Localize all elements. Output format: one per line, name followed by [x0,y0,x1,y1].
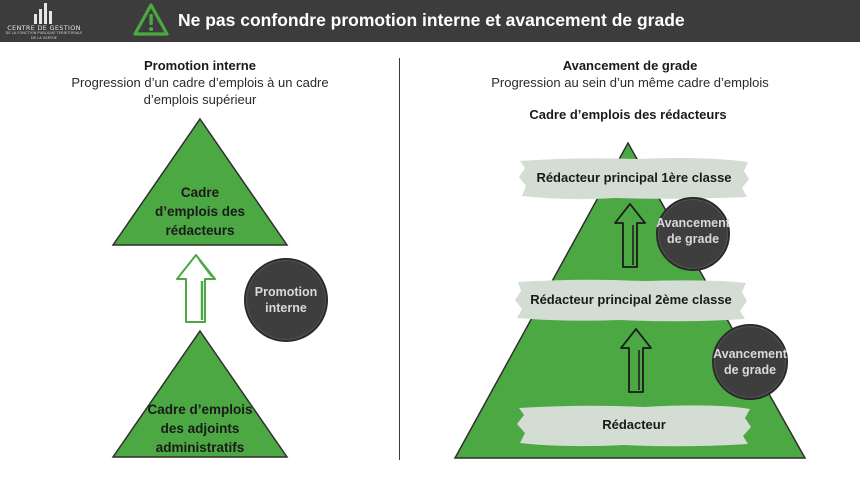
avancement-badge-lower-label: Avancement de grade [713,347,787,377]
grade-up-arrow-upper-icon [612,201,648,271]
page-title: Ne pas confondre promotion interne et avancement de grade [178,10,685,30]
header-bar [0,0,860,42]
warning-icon [132,2,170,38]
left-column-subtitle-2: d’emplois supérieur [143,92,257,107]
logo-bars-icon [34,2,56,24]
promotion-interne-badge-label: Promotion interne [254,285,318,315]
cdg-logo [4,2,84,40]
right-column-subtitle: Progression au sein d’un même cadre d’emplois [491,75,769,90]
promotion-up-arrow-icon [172,252,220,326]
right-column-title: Avancement de grade [562,58,698,73]
logo-line-1: CENTRE DE GESTION [7,24,81,32]
left-column-subtitle-1: Progression d’un cadre d’emplois à un cadre [71,75,329,90]
column-divider [399,58,400,460]
avancement-badge-upper-label: Avancement de grade [656,216,730,246]
left-column-title: Promotion interne [144,58,256,73]
grade-top-label: Rédacteur principal 1ère classe [536,170,732,185]
top-triangle-label: Cadre d’emplois des rédacteurs [154,185,246,238]
pyramid-title: Cadre d’emplois des rédacteurs [529,107,727,122]
bottom-triangle-label: Cadre d’emplois des adjoints administratifs [147,402,253,455]
grade-up-arrow-lower-icon [618,326,654,396]
grade-middle-label: Rédacteur principal 2ème classe [530,292,732,307]
logo-line-2: DE LA FONCTION PUBLIQUE TERRITORIALE [5,31,83,35]
logo-line-3: DE LA SARTHE [30,35,58,40]
grade-bottom-label: Rédacteur [602,417,666,432]
